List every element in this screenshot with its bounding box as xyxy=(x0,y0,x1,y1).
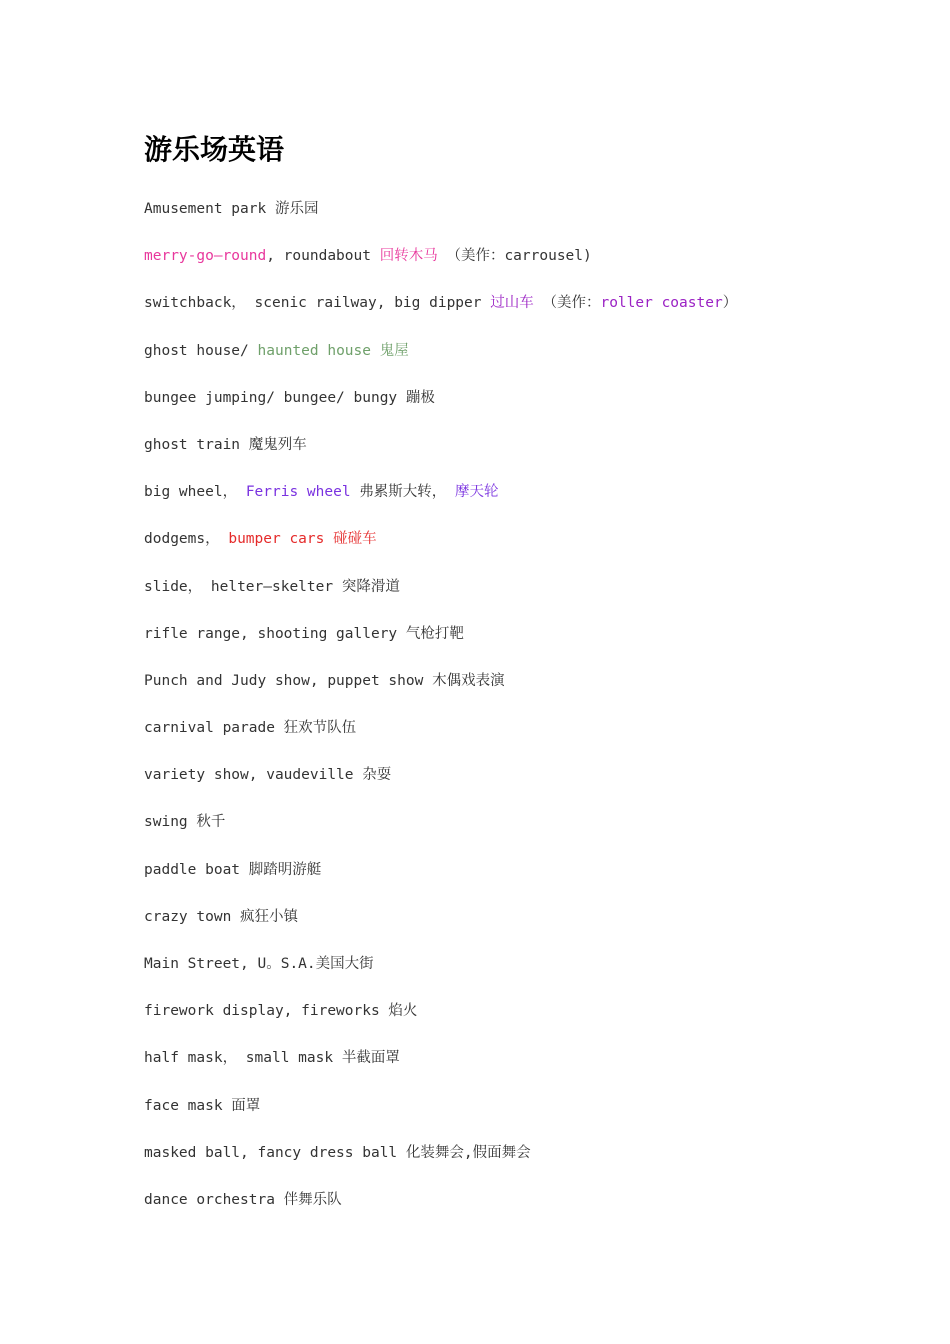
vocabulary-entry xyxy=(144,1093,737,1140)
entry-text: switchback， scenic railway, big dipper xyxy=(144,295,491,312)
vocabulary-entry xyxy=(144,1140,737,1187)
vocabulary-entry xyxy=(144,574,737,621)
vocabulary-entry xyxy=(144,526,737,573)
entry-text-highlight: Ferris wheel xyxy=(245,484,351,501)
entry-text-highlight: 回转木马 xyxy=(379,248,438,265)
entry-text: rifle range, shooting gallery 气枪打靶 xyxy=(144,625,464,642)
vocabulary-entry xyxy=(144,904,737,951)
entry-text-highlight: bumper cars 碰碰车 xyxy=(228,531,377,548)
entry-text: Amusement park 游乐园 xyxy=(144,201,319,217)
vocabulary-entry xyxy=(144,479,737,526)
entry-text: big wheel， xyxy=(144,484,246,501)
page-title: 游乐场英语 xyxy=(144,133,285,166)
vocabulary-entry xyxy=(144,857,737,904)
entry-text-highlight: roller coaster xyxy=(600,295,723,312)
entry-text: （美作： xyxy=(533,295,601,312)
vocabulary-entry xyxy=(144,998,737,1045)
vocabulary-list xyxy=(144,196,737,1234)
entry-text: 弗累斯大转， xyxy=(350,484,456,501)
entry-text: Punch and Judy show, puppet show 木偶戏表演 xyxy=(144,672,505,689)
vocabulary-entry xyxy=(144,338,737,385)
entry-text: ghost house/ xyxy=(144,342,258,359)
vocabulary-entry xyxy=(144,668,737,715)
entry-text-highlight: 摩天轮 xyxy=(455,484,499,501)
entry-text: masked ball, fancy dress ball 化装舞会,假面舞会 xyxy=(144,1144,531,1161)
vocabulary-entry xyxy=(144,762,737,809)
vocabulary-entry xyxy=(144,290,737,337)
entry-text: variety show, vaudeville 杂耍 xyxy=(144,767,392,784)
entry-text: dodgems， xyxy=(144,531,229,548)
vocabulary-entry xyxy=(144,809,737,856)
vocabulary-entry xyxy=(144,1187,737,1234)
entry-text-highlight: 过山车 xyxy=(490,295,534,312)
vocabulary-entry xyxy=(144,1045,737,1092)
vocabulary-entry xyxy=(144,196,737,243)
entry-text-highlight: haunted house 鬼屋 xyxy=(257,342,409,359)
entry-text: Main Street, U。S.A.美国大街 xyxy=(144,956,374,972)
vocabulary-entry xyxy=(144,385,737,432)
vocabulary-entry xyxy=(144,243,737,290)
entry-text: （美作：carrousel) xyxy=(437,248,592,265)
vocabulary-entry xyxy=(144,715,737,762)
entry-text: half mask， small mask 半截面罩 xyxy=(144,1050,400,1067)
vocabulary-entry xyxy=(144,432,737,479)
entry-text: slide， helter—skelter 突降滑道 xyxy=(144,578,400,595)
vocabulary-entry xyxy=(144,621,737,668)
entry-text: carnival parade 狂欢节队伍 xyxy=(144,720,357,737)
entry-text: paddle boat 脚踏明游艇 xyxy=(144,861,322,878)
entry-text: dance orchestra 伴舞乐队 xyxy=(144,1191,342,1208)
entry-text: bungee jumping/ bungee/ bungy 蹦极 xyxy=(144,389,435,406)
entry-text: ） xyxy=(722,295,738,312)
entry-text: crazy town 疯狂小镇 xyxy=(144,908,299,925)
entry-text: , roundabout xyxy=(266,248,380,265)
entry-text: ghost train 魔鬼列车 xyxy=(144,436,307,453)
entry-text: firework display, fireworks 焰火 xyxy=(144,1003,418,1020)
vocabulary-entry xyxy=(144,951,737,998)
entry-text-highlight: merry-go—round xyxy=(144,248,267,265)
entry-text: swing 秋千 xyxy=(144,814,226,831)
entry-text: face mask 面罩 xyxy=(144,1097,261,1114)
